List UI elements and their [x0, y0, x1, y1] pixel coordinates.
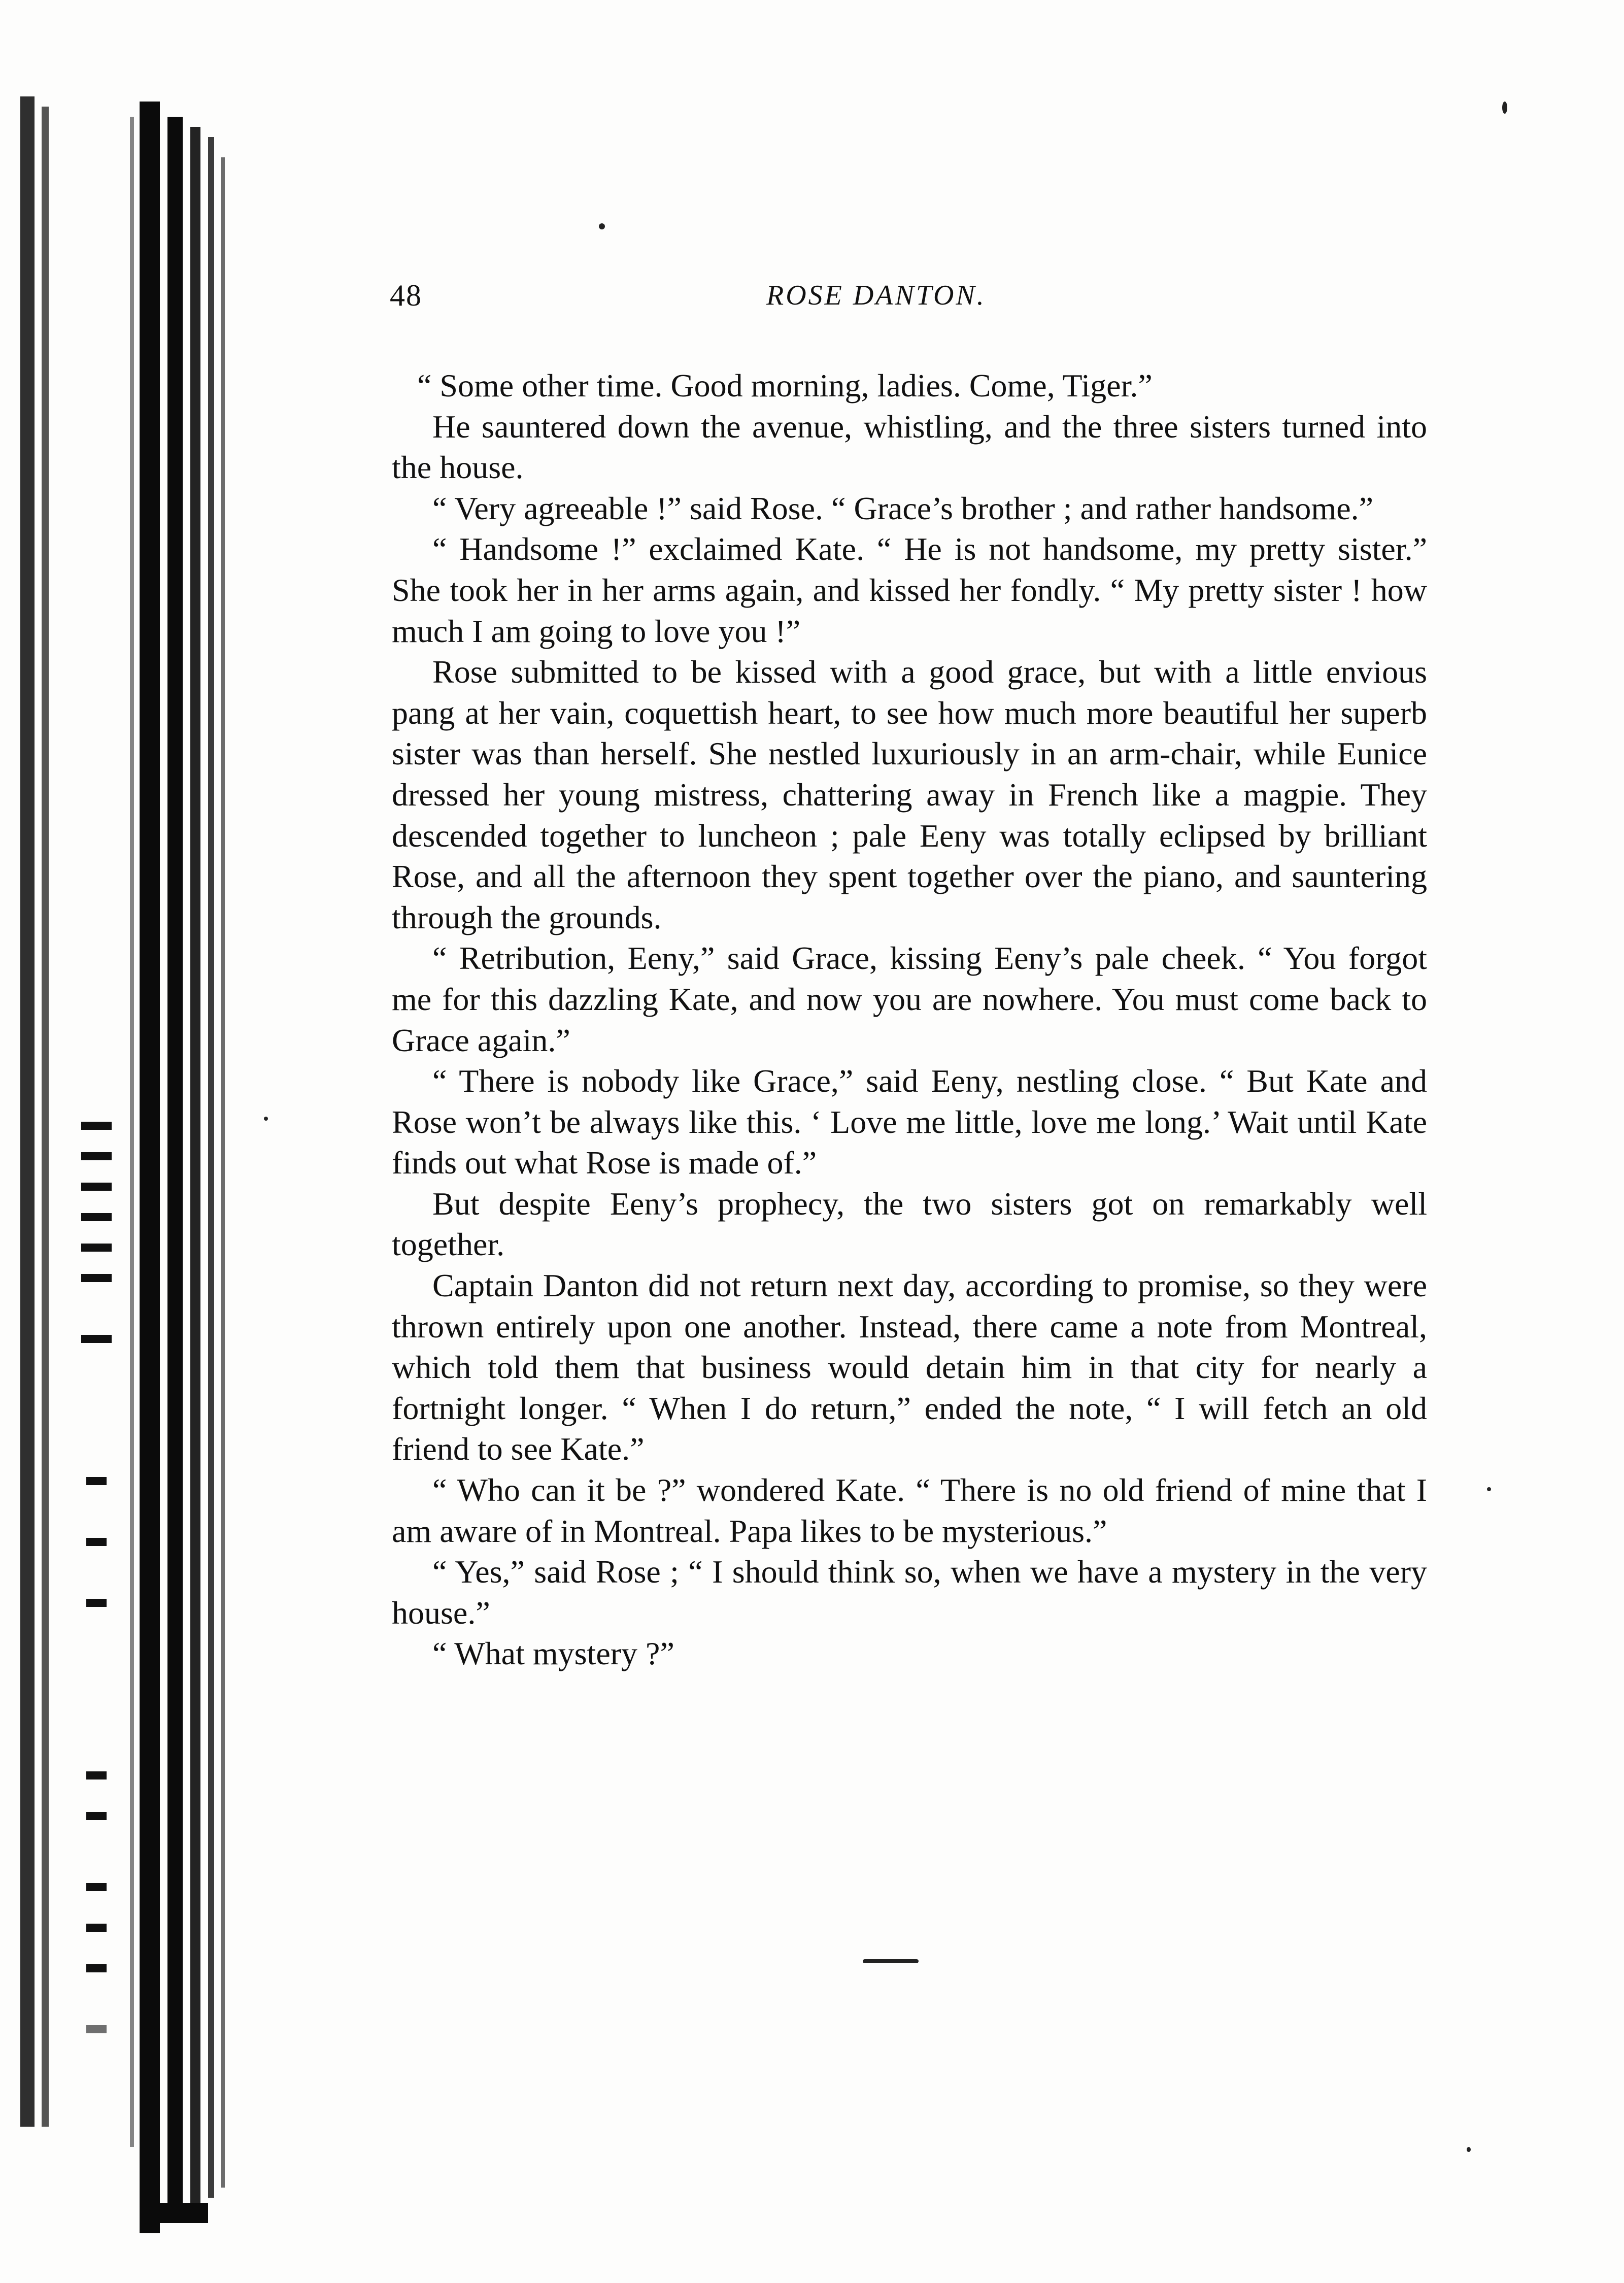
paragraph: “ Very agreeable !” said Rose. “ Grace’s brother ; and rather handsome.” [432, 490, 1373, 526]
paragraph: “ Some other time. Good morning, ladies. Come, Tiger.” [417, 367, 1153, 404]
scan-speck [1502, 102, 1507, 114]
paragraph: Rose submitted to be kissed with a good grace, but with a little envious pang at her vain, coquettish heart, to see how much more beautiful her superb sister was than herself. She nestled luxuriously in an arm-chair, while Eunice dressed her young mistress, chattering away in French like a magpie. They descended together to luncheon ; pale Eeny was totally eclipsed by brilliant Rose, and all the afternoon they spent together over the piano, and sauntering through the grounds. [392, 654, 1427, 935]
paragraph: Captain Danton did not return next day, according to promise, so they were thrown entirely upon one another. Instead, there came a note from Montreal, which told them that business would detain him in that city for nearly a fortnight longer. “ When I do return,” ended the note, “ I will fetch an old friend to see Kate.” [392, 1267, 1427, 1467]
scan-speck [264, 1117, 268, 1121]
page-number: 48 [390, 279, 422, 312]
paragraph: “ Handsome !” exclaimed Kate. “ He is not handsome, my pretty sister.” She took her in her arms again, and kissed her fondly. “ My pretty sister ! how much I am going to love you !” [392, 531, 1427, 649]
paragraph: “ Retribution, Eeny,” said Grace, kissing Eeny’s pale cheek. “ You forgot me for this dazzling Kate, and now you are nowhere. You must come back to Grace again.” [392, 940, 1427, 1058]
body-text [392, 365, 1427, 1674]
page-header [390, 278, 1425, 319]
running-title: ROSE DANTON. [766, 280, 986, 311]
binding-gutter [15, 96, 239, 2243]
paragraph: “ What mystery ?” [432, 1635, 674, 1672]
scan-speck [1467, 2147, 1471, 2152]
paragraph: He sauntered down the avenue, whistling, and the three sisters turned into the house. [392, 408, 1427, 486]
scan-speck [863, 1959, 919, 1963]
scan-speck [599, 223, 605, 229]
paragraph: “ Who can it be ?” wondered Kate. “ There is no old friend of mine that I am aware of in Montreal. Papa likes to be mysterious.” [392, 1472, 1427, 1549]
paragraph: But despite Eeny’s prophecy, the two sisters got on remarkably well together. [392, 1185, 1427, 1263]
paragraph: “ Yes,” said Rose ; “ I should think so, when we have a mystery in the very house.” [392, 1554, 1427, 1631]
paragraph: “ There is nobody like Grace,” said Eeny, nestling close. “ But Kate and Rose won’t be always like this. ‘ Love me little, love me long.’ Wait until Kate finds out what Rose is made of.” [392, 1063, 1427, 1181]
scan-speck [1487, 1487, 1491, 1491]
